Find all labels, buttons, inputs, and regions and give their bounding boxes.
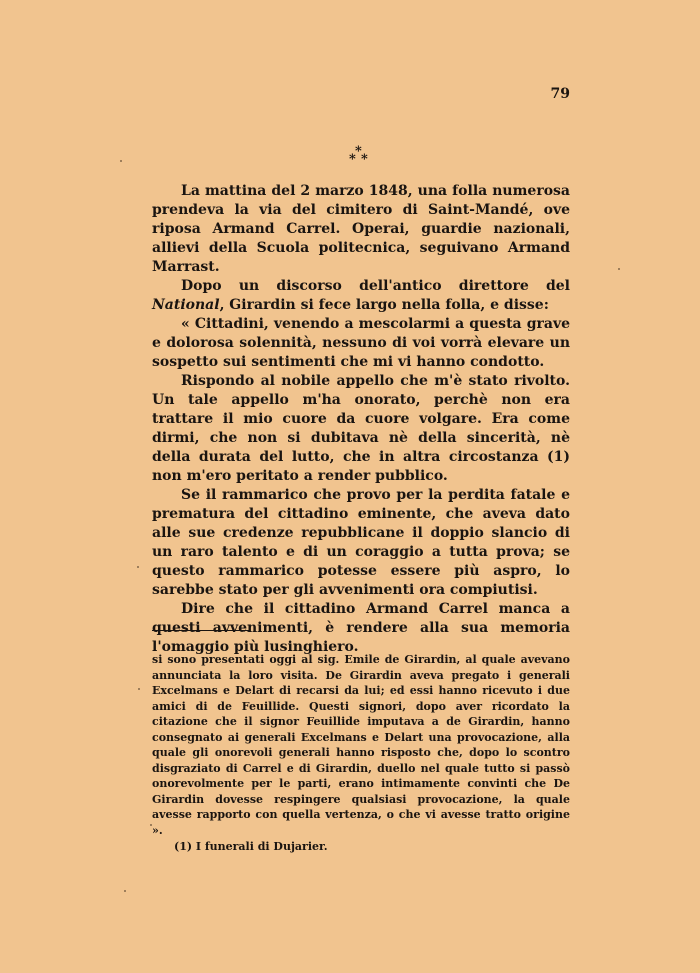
paragraph-2-end: , Girardin si fece largo nella folla, e disse: [219, 297, 549, 313]
scan-speck [120, 160, 122, 162]
paragraph-1: La mattina del 2 marzo 1848, una folla numerosa prendeva la via del cimitero di Saint-Mandé, ove riposa Armand Carrel. Operai, guardie nazionali, allievi della Scuola politecnica, seguivano Armand Marrast. [152, 183, 570, 275]
paragraph-5: Se il rammarico che provo per la perdita fatale e prematura del cittadino eminente, che aveva dato alle sue credenze repubblicane il doppio slancio di un raro talento e di un coraggio a tutta prova; se questo rammarico potesse essere più aspro, lo sarebbe stato per gli avvenimenti ora compiutisi. [152, 487, 570, 598]
footnote-1: (1) I funerali di Dujarier. [174, 840, 328, 853]
scan-speck [618, 268, 620, 270]
footnotes [152, 652, 570, 855]
paragraph-2-start: Dopo un discorso dell'antico direttore del [181, 278, 570, 294]
paragraph-2 [152, 277, 570, 315]
asterism-star-right: * [361, 152, 368, 167]
asterism-star-top: * [355, 144, 362, 159]
page-number: 79 [550, 86, 570, 102]
asterism-star-left: * [349, 152, 356, 167]
paragraph-4: Rispondo al nobile appello che m'è stato rivolto. Un tale appello m'ha onorato, perchè non era trattare il mio cuore da cuore volgare. Era come dirmi, che non si dubitava nè della sincerità, nè della durata del lutto, che in altra circostanza (1) non m'ero peritato a render pubblico. [152, 373, 570, 484]
section-asterism [340, 145, 380, 169]
newspaper-title: National [152, 297, 220, 313]
main-text [152, 182, 570, 657]
footnote-separator [152, 630, 250, 631]
scan-speck [150, 824, 152, 826]
scan-speck [137, 566, 139, 568]
paragraph-6: Dire che il cittadino Armand Carrel manca a questi avvenimenti, è rendere alla sua memoria l'omaggio più lusinghiero. [152, 601, 570, 655]
footnote-continuation: si sono presentati oggi al sig. Emile de Girardin, al quale avevano annunciata la loro visita. De Girardin aveva pregato i generali Excelmans e Delart di recarsi da lui; ed essi hanno ricevuto i due amici di de Feuillide. Questi signori, dopo aver ricordato la citazione che il signor Feuillide imputava a de Girardin, hanno consegnato ai generali Excelmans e Delart una provocazione, alla quale gli onorevoli generali hanno risposto che, dopo lo scontro disgraziato di Carrel e di Girardin, duello nel quale tutto si passò onorevolmente per le parti, erano intimamente convinti che De Girardin dovesse respingere qualsiasi provocazione, la quale avesse rapporto con quella vertenza, o che vi avesse tratto origine ». [152, 653, 570, 837]
paragraph-3: « Cittadini, venendo a mescolarmi a questa grave e dolorosa solennità, nessuno di voi vorrà elevare un sospetto sui sentimenti che mi vi hanno condotto. [152, 316, 570, 370]
scan-speck [124, 890, 126, 892]
scan-speck [138, 688, 140, 690]
